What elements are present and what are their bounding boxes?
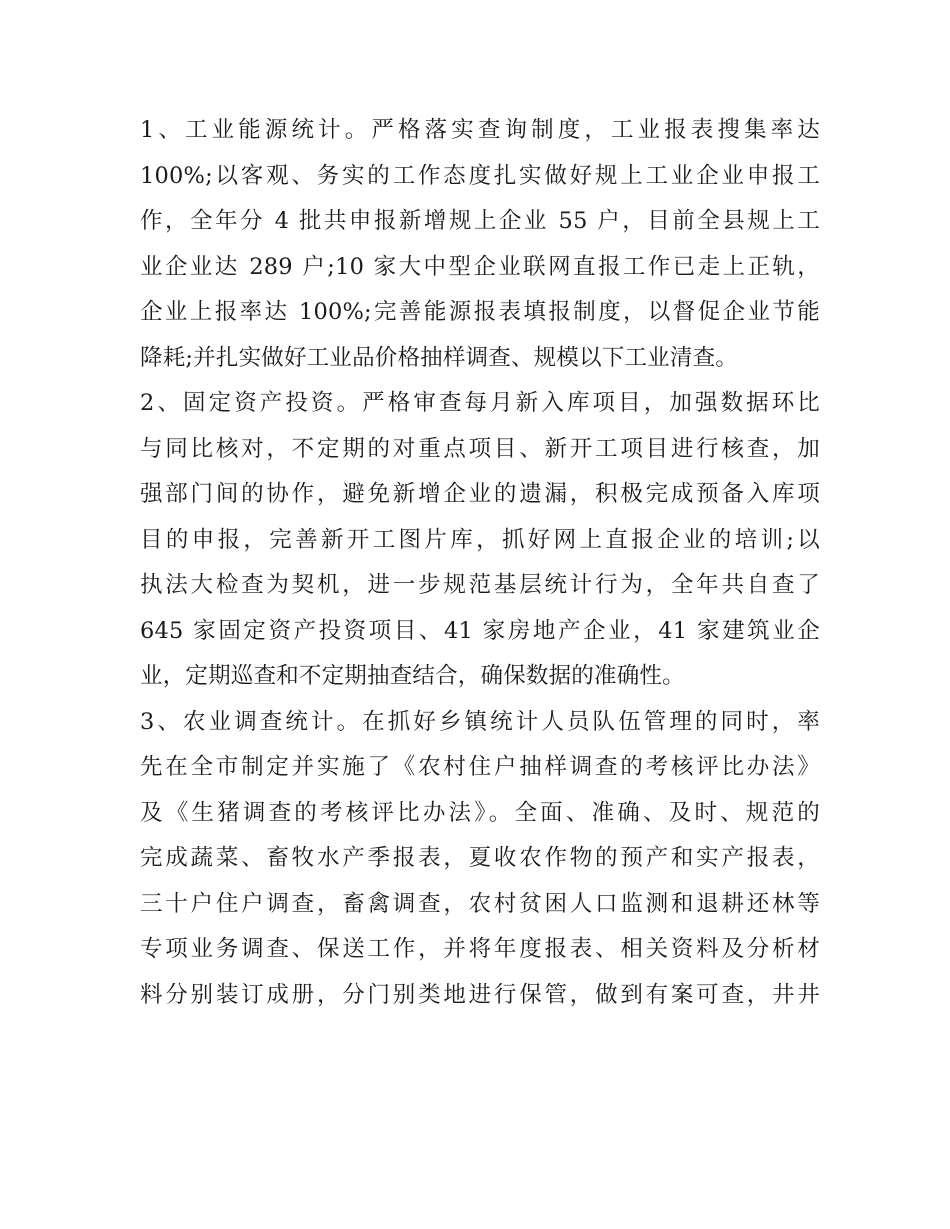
text-line: 作，全年分 4 批共申报新增规上企业 55 户，目前全县规上工 xyxy=(140,208,820,234)
text-line: 三十户住户调查，畜禽调查，农村贫困人口监测和退耕还林等 xyxy=(140,890,820,917)
text-line: 业，定期巡查和不定期抽查结合，确保数据的准确性。 xyxy=(140,663,685,689)
text-line: 1、工业能源统计。严格落实查询制度，工业报表搜集率达 xyxy=(140,117,820,143)
text-line: 与同比核对，不定期的对重点项目、新开工项目进行核查，加 xyxy=(140,435,820,462)
text-line: 3、农业调查统计。在抓好乡镇统计人员队伍管理的同时，率 xyxy=(140,708,820,735)
text-line: 业企业达 289 户;10 家大中型企业联网直报工作已走上正轨， xyxy=(140,253,820,280)
text-line: 强部门间的协作，避免新增企业的遗漏，积极完成预备入库项 xyxy=(140,481,820,507)
document-body xyxy=(140,108,820,1018)
text-line: 100%;以客观、务实的工作态度扎实做好规上工业企业申报工 xyxy=(140,162,820,189)
text-line: 降耗;并扎实做好工业品价格抽样调查、规模以下工业清查。 xyxy=(140,344,738,371)
text-line: 企业上报率达 100%;完善能源报表填报制度，以督促企业节能 xyxy=(140,299,820,325)
text-line: 料分别装订成册，分门别类地进行保管，做到有案可查，井井 xyxy=(140,981,820,1008)
text-line: 专项业务调查、保送工作，并将年度报表、相关资料及分析材 xyxy=(140,936,820,962)
text-line: 完成蔬菜、畜牧水产季报表，夏收农作物的预产和实产报表， xyxy=(140,845,820,871)
text-line: 目的申报，完善新开工图片库，抓好网上直报企业的培训;以 xyxy=(140,526,820,553)
text-line: 645 家固定资产投资项目、41 家房地产企业，41 家建筑业企 xyxy=(140,617,820,644)
text-line: 及《生猪调查的考核评比办法》。全面、准确、及时、规范的 xyxy=(140,799,820,826)
text-line: 执法大检查为契机，进一步规范基层统计行为，全年共自查了 xyxy=(140,572,820,598)
text-line: 先在全市制定并实施了《农村住户抽样调查的考核评比办法》 xyxy=(140,754,820,780)
text-line: 2、固定资产投资。严格审查每月新入库项目，加强数据环比 xyxy=(140,390,820,416)
